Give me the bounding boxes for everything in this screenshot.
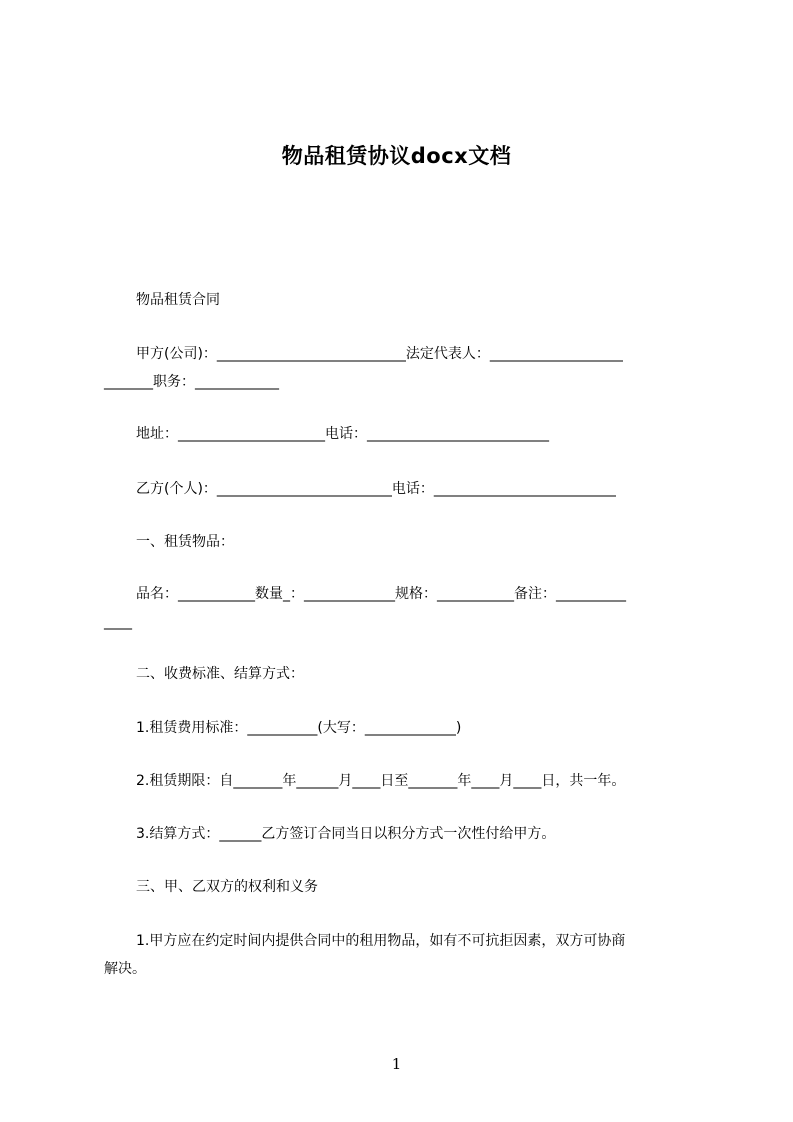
party-a-line-2: _______职务：____________ [104,374,279,390]
lease-term-line: 2.租赁期限：自_______年______月____日至_______年____月____日，共一年。 [136,773,626,789]
contract-subtitle: 物品租赁合同 [136,292,220,308]
party-b-line: 乙方(个人)：_________________________电话：__________________________ [136,481,616,497]
duty-1-line-1: 1.甲方应在约定时间内提供合同中的租用物品，如有不可抗拒因素，双方可协商 [136,933,626,949]
party-a-line-1: 甲方(公司)：___________________________法定代表人：___________________ [136,346,623,362]
section-2-heading: 二、收费标准、结算方式： [136,666,304,682]
items-line-2: ____ [104,614,132,630]
document-title: 物品租赁协议docx文档 [281,144,512,168]
fee-standard-line: 1.租赁费用标准：__________(大写：_____________) [136,720,462,736]
section-3-heading: 三、甲、乙双方的权利和义务 [136,879,318,895]
settlement-line: 3.结算方式：______乙方签订合同当日以积分方式一次性付给甲方。 [136,826,556,842]
duty-1-line-2: 解决。 [104,961,146,977]
items-line-1: 品名：___________数量_：_____________规格：___________备注：__________ [136,586,626,602]
address-line: 地址：_____________________电话：__________________________ [136,426,549,442]
section-1-heading: 一、租赁物品： [136,534,234,550]
page-number: 1 [391,1055,402,1073]
